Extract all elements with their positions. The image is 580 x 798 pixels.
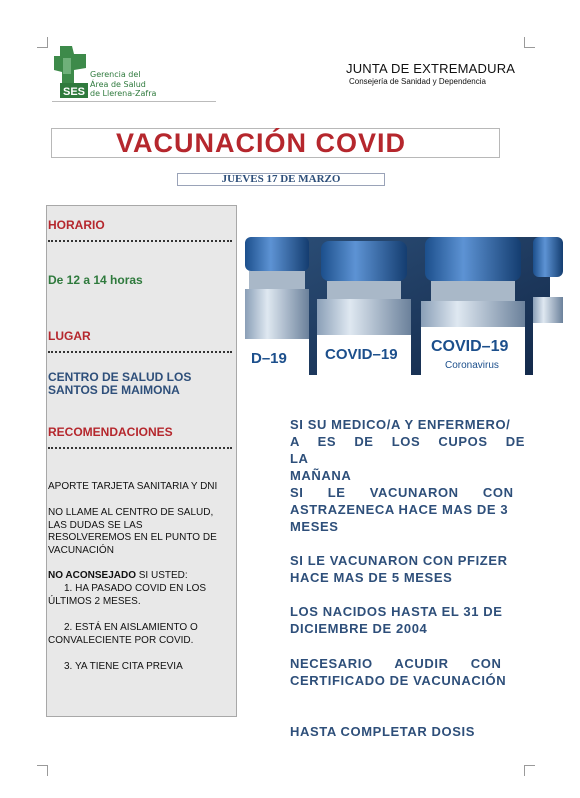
rec-no-llame-line-3: RESOLVEREMOS EN EL PUNTO DE [48, 532, 217, 543]
message-certificado-line-2: CERTIFICADO DE VACUNACIÓN [290, 673, 507, 688]
event-date: JUEVES 17 DE MARZO [221, 173, 341, 185]
consejeria-subtitle: Consejería de Sanidad y Dependencia [349, 77, 486, 86]
vial-label-middle: COVID–19 [325, 346, 398, 363]
vial-label-left: D–19 [251, 350, 287, 367]
condition-2-line-1: 2. ESTÁ EN AISLAMIENTO O [64, 622, 198, 633]
rec-no-llame-line-1: NO LLAME AL CENTRO DE SALUD, [48, 507, 214, 518]
crop-mark-bottom-left [37, 765, 48, 776]
message-nacidos-line-2: DICIEMBRE DE 2004 [290, 621, 428, 636]
message-nacidos-line-1: LOS NACIDOS HASTA EL 31 DE [290, 604, 503, 619]
logo-underline [52, 101, 216, 102]
message-cupos-line-3: MAÑANA [290, 468, 352, 483]
message-pfizer-line-2: HACE MAS DE 5 MESES [290, 570, 453, 585]
rec-no-llame-line-2: LAS DUDAS SE LAS [48, 519, 143, 531]
message-certificado [290, 655, 525, 689]
message-nacidos [290, 603, 525, 637]
condition-2-line-2: CONVALECIENTE POR COVID. [48, 634, 194, 646]
message-cupos-line-2: A ES DE LOS CUPOS DE LA [290, 434, 525, 466]
condition-3-line: 3. YA TIENE CITA PREVIA [64, 661, 183, 672]
rec-tarjeta: APORTE TARJETA SANITARIA Y DNI [48, 481, 218, 492]
condition-1-line-1: 1. HA PASADO COVID EN LOS [64, 583, 207, 594]
vial-label-coronavirus: Coronavirus [445, 360, 499, 371]
org-line-2: Área de Salud [90, 79, 146, 89]
rec-no-llame-line-4: VACUNACIÓN [48, 544, 114, 556]
message-astrazeneca [290, 484, 525, 535]
vial-label-right: COVID–19 [431, 338, 509, 355]
dotted-divider [48, 351, 232, 353]
crop-mark-top-left [37, 37, 48, 48]
horario-value: De 12 a 14 horas [48, 273, 143, 287]
rec-no-llame [48, 507, 236, 557]
condition-item-3 [48, 661, 236, 674]
lugar-line-1: CENTRO DE SALUD LOS [48, 370, 192, 384]
ses-logo [52, 44, 88, 100]
condition-item-1 [48, 583, 236, 608]
org-line-1: Gerencia del [90, 70, 141, 79]
message-cupos-line-1: SI SU MEDICO/A Y ENFERMERO/ [290, 417, 511, 432]
crop-mark-top-right [524, 37, 535, 48]
dotted-divider [48, 240, 232, 242]
si-usted-label: SI USTED: [135, 570, 188, 581]
page-title: VACUNACIÓN COVID [115, 128, 406, 158]
recomendaciones-label: RECOMENDACIONES [48, 425, 173, 439]
message-completar-dosis: HASTA COMPLETAR DOSIS [290, 724, 475, 739]
vaccine-vials-illustration [251, 237, 550, 375]
vaccine-vials-photo [251, 237, 550, 375]
message-astrazeneca-line-2: ASTRAZENECA HACE MAS DE 3 [290, 502, 509, 517]
org-line-3: de Llerena-Zafra [90, 89, 157, 98]
no-aconsejado-heading [48, 570, 236, 583]
lugar-label: LUGAR [48, 329, 91, 343]
message-pfizer [290, 552, 525, 586]
horario-label: HORARIO [48, 218, 105, 232]
message-pfizer-line-1: SI LE VACUNARON CON PFIZER [290, 553, 508, 568]
crop-mark-bottom-right [524, 765, 535, 776]
junta-title: JUNTA DE EXTREMADURA [346, 61, 516, 76]
logo-text: SES [62, 86, 86, 98]
dotted-divider [48, 447, 232, 449]
condition-1-line-2: ÚLTIMOS 2 MESES. [48, 595, 141, 607]
lugar-value [48, 371, 228, 397]
org-name [90, 70, 156, 99]
message-cupos [290, 416, 525, 484]
condition-item-2 [48, 622, 236, 647]
message-astrazeneca-line-3: MESES [290, 519, 339, 534]
lugar-line-2: SANTOS DE MAIMONA [48, 383, 180, 397]
message-astrazeneca-line-1: SI LE VACUNARON CON [290, 485, 514, 500]
message-certificado-line-1: NECESARIO ACUDIR CON [290, 656, 502, 671]
no-aconsejado-label: NO ACONSEJADO [48, 570, 136, 581]
